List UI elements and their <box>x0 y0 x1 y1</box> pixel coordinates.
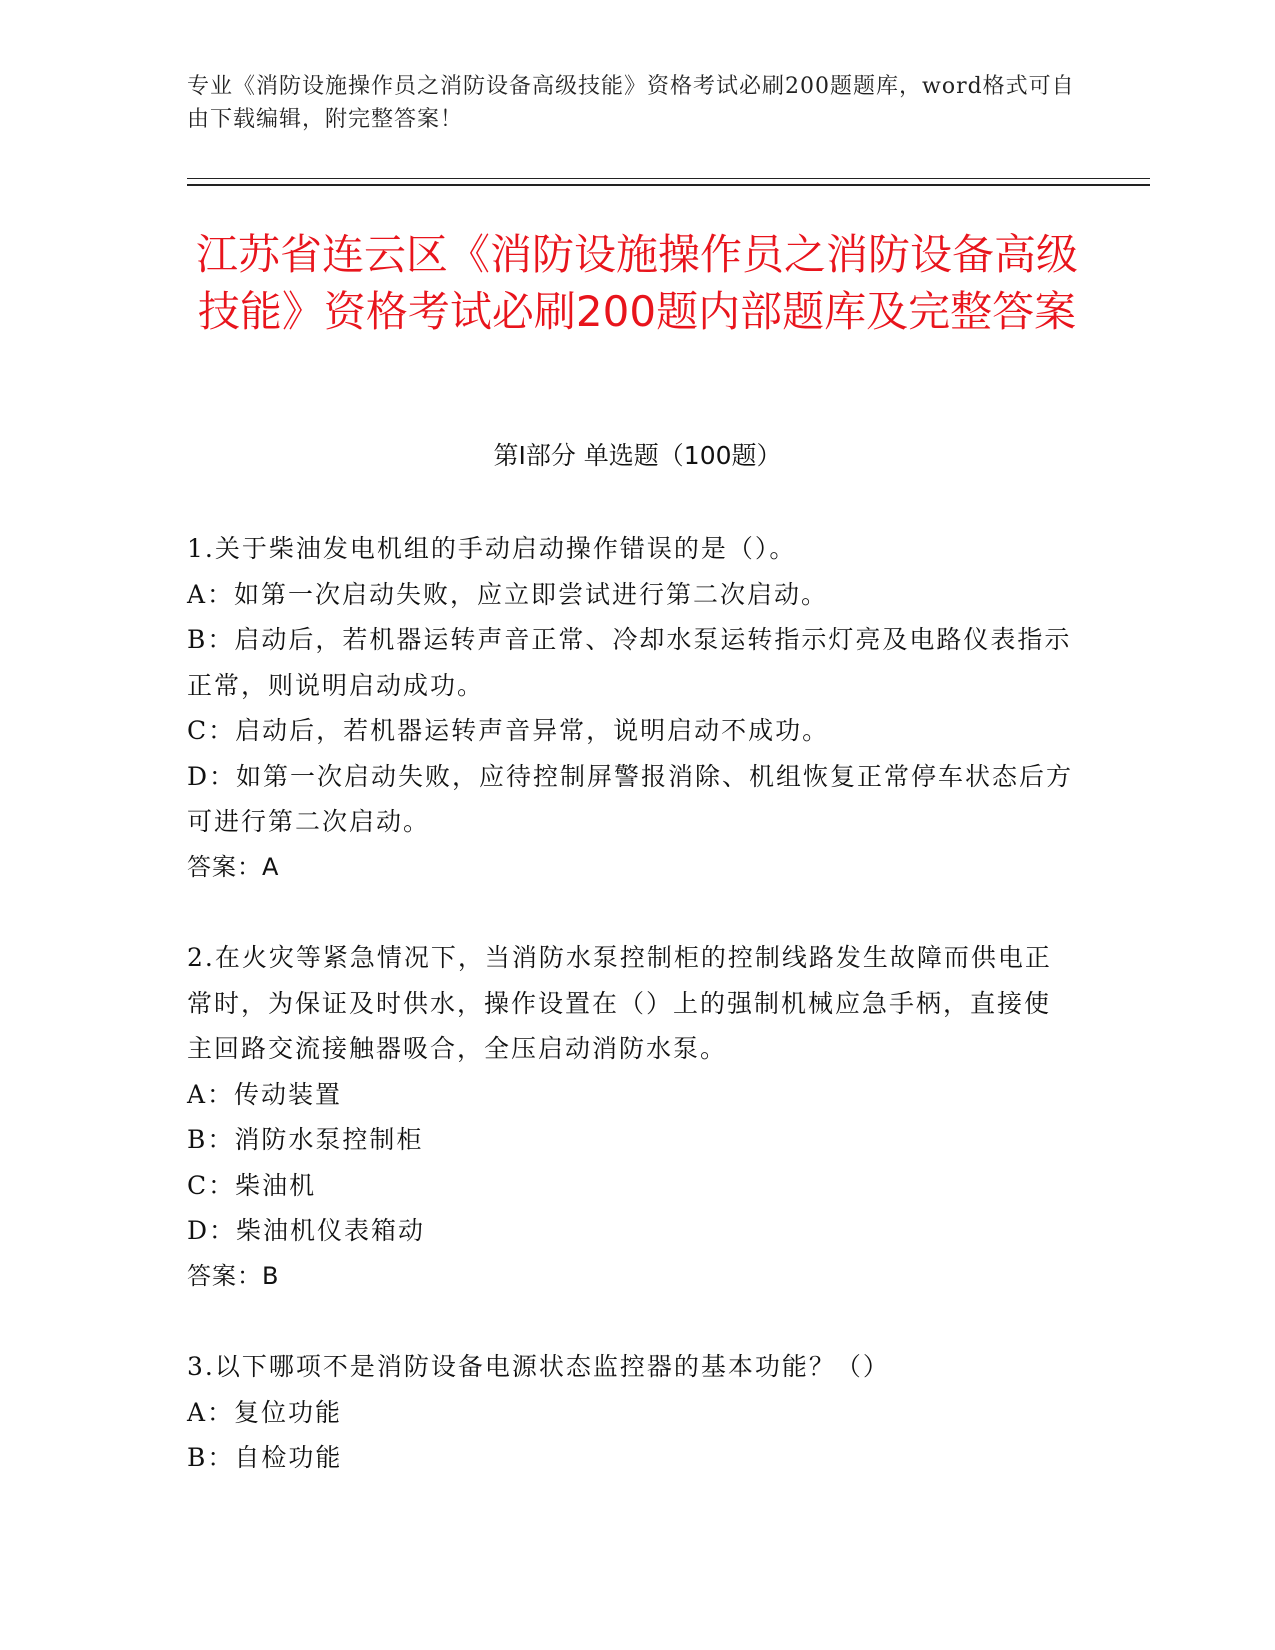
option-a: A：传动装置 <box>187 1079 343 1109</box>
option-a: A：复位功能 <box>187 1397 343 1427</box>
option-b: B：启动后，若机器运转声音正常、冷却水泵运转指示灯亮及电路仪表指示正常，则说明启动成功。 <box>187 625 1072 700</box>
option-a: A：如第一次启动失败，应立即尝试进行第二次启动。 <box>187 579 829 609</box>
question-3 <box>187 1344 1077 1481</box>
question-2 <box>187 935 1077 1299</box>
answer: 答案：B <box>187 1261 280 1290</box>
question-list <box>187 526 1077 1526</box>
option-d: D：柴油机仪表箱动 <box>187 1216 426 1245</box>
option-b: B：消防水泵控制柜 <box>187 1125 424 1154</box>
header-note: 专业《消防设施操作员之消防设备高级技能》资格考试必刷200题题库，word格式可自由下载编辑，附完整答案！ <box>187 74 1075 132</box>
question-stem: 3.以下哪项不是消防设备电源状态监控器的基本功能？（） <box>187 1352 890 1381</box>
option-b: B：自检功能 <box>187 1443 343 1472</box>
header-rule-thin <box>187 178 1150 179</box>
header-rule-thick <box>187 184 1150 186</box>
question-1 <box>187 526 1077 890</box>
option-c: C：柴油机 <box>187 1170 317 1200</box>
document-title: 江苏省连云区《消防设施操作员之消防设备高级技能》资格考试必刷200题内部题库及完整答案 <box>195 230 1078 336</box>
question-stem: 1.关于柴油发电机组的手动启动操作错误的是（）。 <box>187 534 797 563</box>
question-stem: 2.在火灾等紧急情况下，当消防水泵控制柜的控制线路发生故障而供电正常时，为保证及时供水，操作设置在（）上的强制机械应急手柄，直接使主回路交流接触器吸合，全压启动消防水泵。 <box>187 943 1052 1063</box>
option-d: D：如第一次启动失败，应待控制屏警报消除、机组恢复正常停车状态后方可进行第二次启动。 <box>187 761 1074 836</box>
section-heading: 第I部分 单选题（100题） <box>493 441 782 470</box>
option-c: C：启动后，若机器运转声音异常，说明启动不成功。 <box>187 716 830 745</box>
answer: 答案：A <box>187 852 280 881</box>
